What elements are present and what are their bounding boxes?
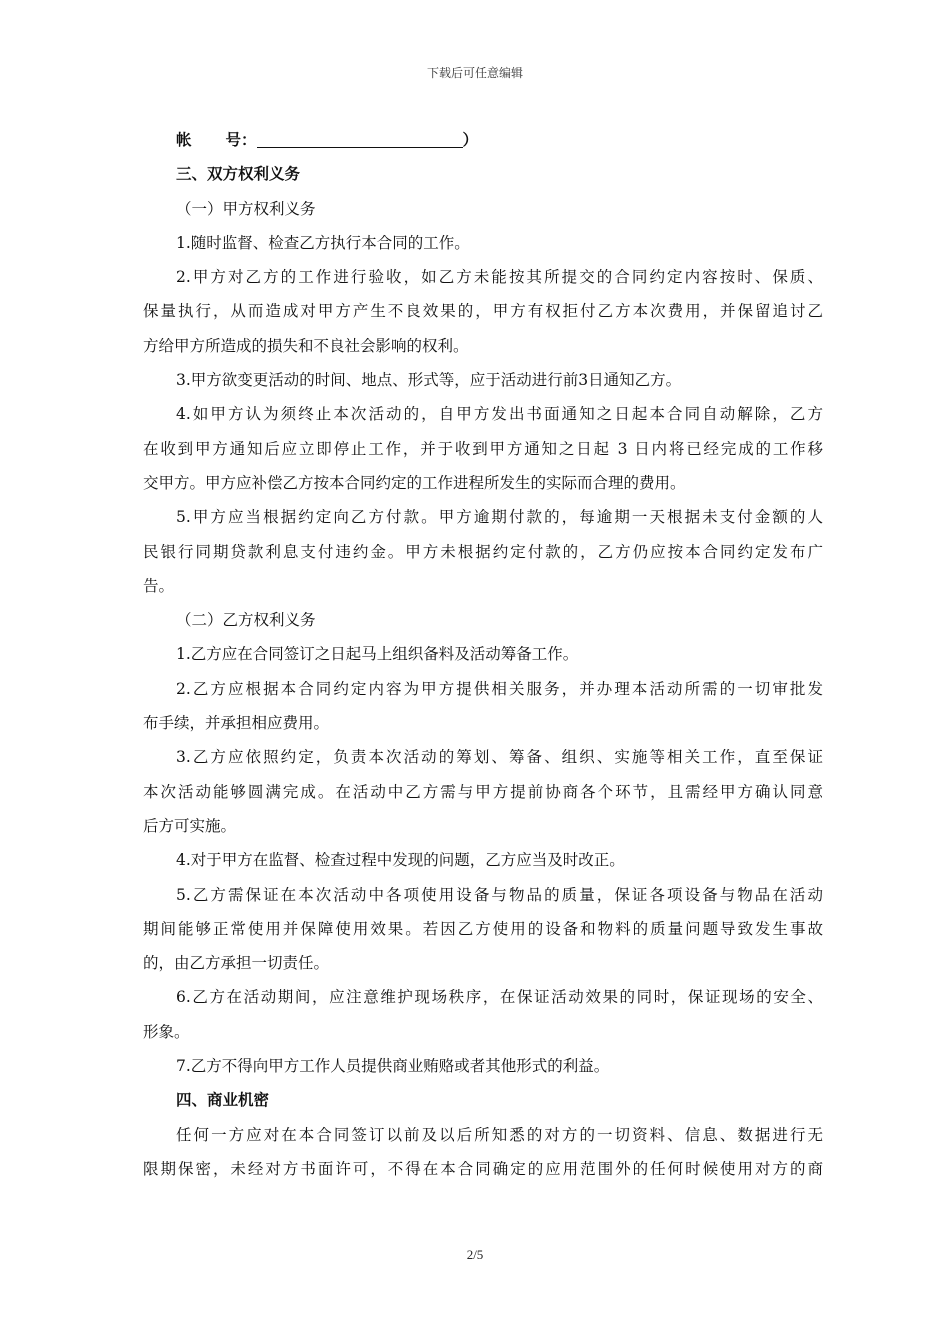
paragraph-line: 2.甲方对乙方的工作进行验收，如乙方未能按其所提交的合同约定内容按时、保质、	[176, 268, 823, 287]
subsection-heading-party-b: （二）乙方权利义务	[176, 611, 316, 630]
account-close-paren: ）	[462, 130, 479, 149]
page-number: 2/5	[466, 1247, 484, 1262]
account-number-field	[143, 123, 823, 157]
paragraph-line: 3.乙方应依照约定，负责本次活动的筹划、筹备、组织、实施等相关工作，直至保证	[176, 748, 823, 767]
document-body	[143, 123, 823, 1186]
paragraph-line: 的，由乙方承担一切责任。	[143, 954, 330, 973]
paragraph-line: 3.甲方欲变更活动的时间、地点、形式等，应于活动进行前3日通知乙方。	[176, 371, 682, 390]
paragraph-line: 1.随时监督、检查乙方执行本合同的工作。	[176, 233, 470, 252]
paragraph-line: 后方可实施。	[143, 816, 237, 835]
paragraph-line: 5.甲方应当根据约定向乙方付款。甲方逾期付款的，每逾期一天根据未支付金额的人	[176, 508, 823, 527]
section-heading-confidentiality: 四、商业机密	[176, 1090, 270, 1110]
paragraph-line: 方给甲方所造成的损失和不良社会影响的权利。	[143, 336, 469, 355]
account-label-char2: 号：	[225, 130, 257, 149]
paragraph-line: 4.如甲方认为须终止本次活动的，自甲方发出书面通知之日起本合同自动解除，乙方	[176, 405, 823, 424]
paragraph-line: 交甲方。甲方应补偿乙方按本合同约定的工作进程所发生的实际而合理的费用。	[143, 473, 686, 492]
account-blank-line	[257, 129, 463, 148]
paragraph-line: 民银行同期贷款利息支付违约金。甲方未根据约定付款的，乙方仍应按本合同约定发布广	[143, 542, 823, 561]
paragraph-line: 布手续，并承担相应费用。	[143, 714, 330, 733]
subsection-heading-party-a: （一）甲方权利义务	[176, 199, 316, 218]
paragraph-line: 告。	[143, 576, 175, 595]
paragraph-line: 1.乙方应在合同签订之日起马上组织备料及活动筹备工作。	[176, 645, 579, 664]
paragraph-line: 6.乙方在活动期间，应注意维护现场秩序，在保证活动效果的同时，保证现场的安全、	[176, 988, 823, 1007]
paragraph-line: 本次活动能够圆满完成。在活动中乙方需与甲方提前协商各个环节，且需经甲方确认同意	[143, 782, 823, 801]
paragraph-line: 7.乙方不得向甲方工作人员提供商业贿赂或者其他形式的利益。	[176, 1057, 610, 1076]
paragraph-line: 保量执行，从而造成对甲方产生不良效果的，甲方有权拒付乙方本次费用，并保留追讨乙	[143, 302, 823, 321]
paragraph-line: 5.乙方需保证在本次活动中各项使用设备与物品的质量，保证各项设备与物品在活动	[176, 885, 823, 904]
section-heading-rights: 三、双方权利义务	[176, 164, 301, 184]
paragraph-line: 4.对于甲方在监督、检查过程中发现的问题，乙方应当及时改正。	[176, 851, 625, 870]
paragraph-line: 2.乙方应根据本合同约定内容为甲方提供相关服务，并办理本活动所需的一切审批发	[176, 679, 823, 698]
account-label-char1: 帐	[176, 130, 192, 149]
paragraph-line: 期间能够正常使用并保障使用效果。若因乙方使用的设备和物料的质量问题导致发生事故	[143, 919, 823, 938]
paragraph-line: 限期保密，未经对方书面许可，不得在本合同确定的应用范围外的任何时候使用对方的商	[143, 1159, 823, 1178]
paragraph-line: 在收到甲方通知后应立即停止工作，并于收到甲方通知之日起 3 日内将已经完成的工作移	[143, 439, 823, 458]
page-header-note: 下载后可任意编辑	[426, 66, 523, 80]
paragraph-line: 形象。	[143, 1022, 190, 1041]
paragraph-line: 任何一方应对在本合同签订以前及以后所知悉的对方的一切资料、信息、数据进行无	[176, 1125, 823, 1144]
